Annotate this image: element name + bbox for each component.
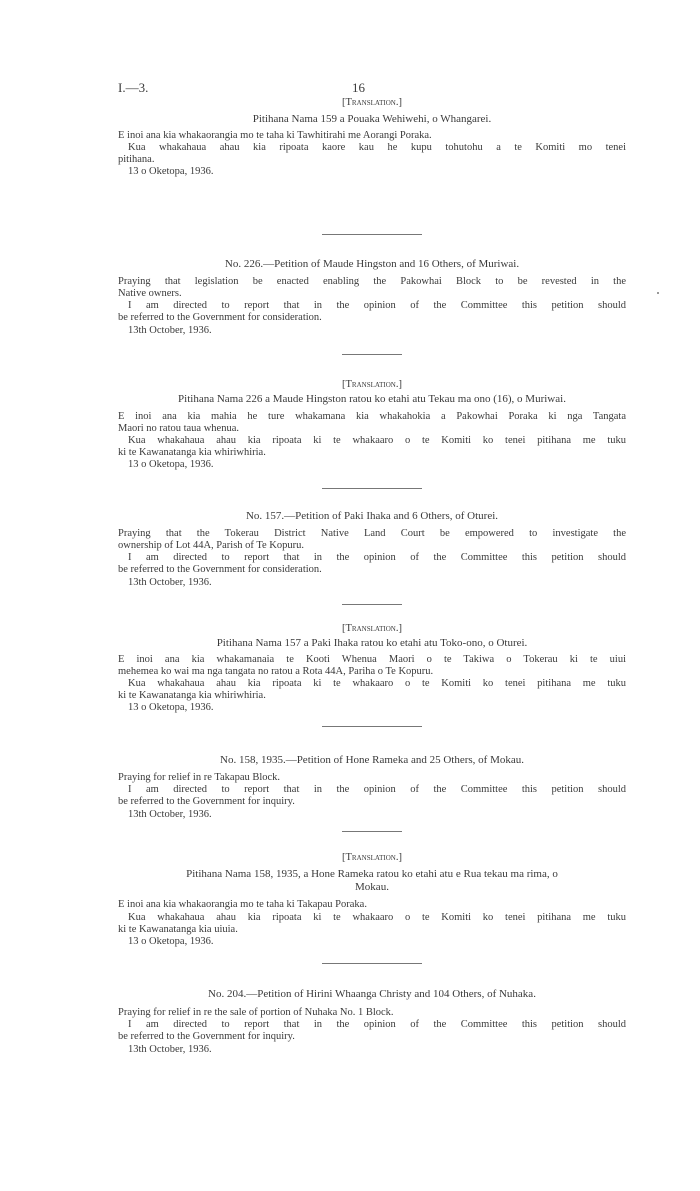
section-divider <box>322 234 422 235</box>
translation-label: [Translation.] <box>342 379 402 390</box>
section-divider <box>342 354 402 355</box>
section-divider <box>322 488 422 489</box>
paragraph-line: I am directed to report that in the opinion of the Committee this petition should <box>128 300 626 311</box>
section-title: No. 158, 1935.—Petition of Hone Rameka and 25 Others, of Mokau. <box>220 754 524 766</box>
section-title: No. 226.—Petition of Maude Hingston and 16 Others, of Muriwai. <box>224 258 520 270</box>
paragraph-line: be referred to the Government for consideration. <box>118 564 322 575</box>
paragraph-line: Maori no ratou taua whenua. <box>118 423 240 434</box>
paragraph-line: I am directed to report that in the opinion of the Committee this petition should <box>128 784 626 795</box>
section-divider <box>342 831 402 832</box>
section-title-continued: Mokau. <box>355 881 389 893</box>
paragraph-line: Praying for relief in re Takapau Block. <box>118 772 281 783</box>
date-line: 13th October, 1936. <box>128 1044 212 1055</box>
paragraph-line: be referred to the Government for inquiry. <box>118 1031 295 1042</box>
paragraph-line: be referred to the Government for consideration. <box>118 312 322 323</box>
date-line: 13th October, 1936. <box>128 809 212 820</box>
paragraph-line: mehemea ko wai ma nga tangata no ratou a Rota 44A, Pariha o Te Kopuru. <box>118 666 434 677</box>
paragraph-line: Praying that the Tokerau District Native Land Court be empowered to investigate the <box>118 528 626 539</box>
paragraph-line: ki te Kawanatanga kia uiuia. <box>118 924 238 935</box>
paragraph-line: E inoi ana kia whakaorangia mo te taha ki Tawhitirahi me Aorangi Poraka. <box>118 130 432 141</box>
scan-speck <box>657 292 659 294</box>
section-divider <box>342 604 402 605</box>
date-line: 13th October, 1936. <box>128 577 212 588</box>
section-title: No. 204.—Petition of Hirini Whaanga Christy and 104 Others, of Nuhaka. <box>208 988 536 1000</box>
paragraph-line: Kua whakahaua ahau kia ripoata ki te whakaaro o te Komiti ko tenei pitihana me tuku <box>128 435 626 446</box>
paragraph-line: I am directed to report that in the opinion of the Committee this petition should <box>128 552 626 563</box>
paper-reference: I.—3. <box>118 80 149 95</box>
section-divider <box>322 726 422 727</box>
date-line: 13 o Oketopa, 1936. <box>128 166 214 177</box>
paragraph-line: ki te Kawanatanga kia whiriwhiria. <box>118 447 266 458</box>
date-line: 13 o Oketopa, 1936. <box>128 702 214 713</box>
paragraph-line: Kua whakahaua ahau kia ripoata ki te whakaaro o te Komiti ko tenei pitihana me tuku <box>128 912 626 923</box>
paragraph-line: be referred to the Government for inquiry. <box>118 796 295 807</box>
paragraph-line: ownership of Lot 44A, Parish of Te Kopuru. <box>118 540 305 551</box>
paragraph-line: E inoi ana kia whakamanaia te Kooti Whenua Maori o te Takiwa o Tokerau ki te uiui <box>118 654 626 665</box>
section-title: Pitihana Nama 226 a Maude Hingston ratou ko etahi atu Tekau ma ono (16), o Muriwai. <box>178 393 566 405</box>
section-title: Pitihana Nama 157 a Paki Ihaka ratou ko etahi atu Toko-ono, o Oturei. <box>216 637 528 649</box>
paragraph-line: Native owners. <box>118 288 182 299</box>
paragraph-line: E inoi ana kia mahia he ture whakamana kia whakahokia a Pakowhai Poraka ki nga Tangata <box>118 411 626 422</box>
date-line: 13th October, 1936. <box>128 325 212 336</box>
section-title: Pitihana Nama 159 a Pouaka Wehiwehi, o Whangarei. <box>252 113 492 125</box>
paragraph-line: Kua whakahaua ahau kia ripoata kaore kau he kupu tohutohu a te Komiti mo tenei <box>128 142 626 153</box>
paragraph-line: pitihana. <box>118 154 155 165</box>
page-number: 16 <box>352 80 365 95</box>
section-title: Pitihana Nama 158, 1935, a Hone Rameka ratou ko etahi atu e Rua tekau ma rima, o <box>186 868 558 880</box>
paragraph-line: Praying that legislation be enacted enabling the Pakowhai Block to be revested in the <box>118 276 626 287</box>
translation-label: [Translation.] <box>342 97 402 108</box>
translation-label: [Translation.] <box>342 623 402 634</box>
section-divider <box>322 963 422 964</box>
paragraph-line: Praying for relief in re the sale of portion of Nuhaka No. 1 Block. <box>118 1007 394 1018</box>
translation-label: [Translation.] <box>342 852 402 863</box>
paragraph-line: ki te Kawanatanga kia whiriwhiria. <box>118 690 266 701</box>
date-line: 13 o Oketopa, 1936. <box>128 936 214 947</box>
paragraph-line: Kua whakahaua ahau kia ripoata ki te whakaaro o te Komiti ko tenei pitihana me tuku <box>128 678 626 689</box>
paragraph-line: I am directed to report that in the opinion of the Committee this petition should <box>128 1019 626 1030</box>
section-title: No. 157.—Petition of Paki Ihaka and 6 Others, of Oturei. <box>245 510 499 522</box>
date-line: 13 o Oketopa, 1936. <box>128 459 214 470</box>
paragraph-line: E inoi ana kia whakaorangia mo te taha ki Takapau Poraka. <box>118 899 367 910</box>
